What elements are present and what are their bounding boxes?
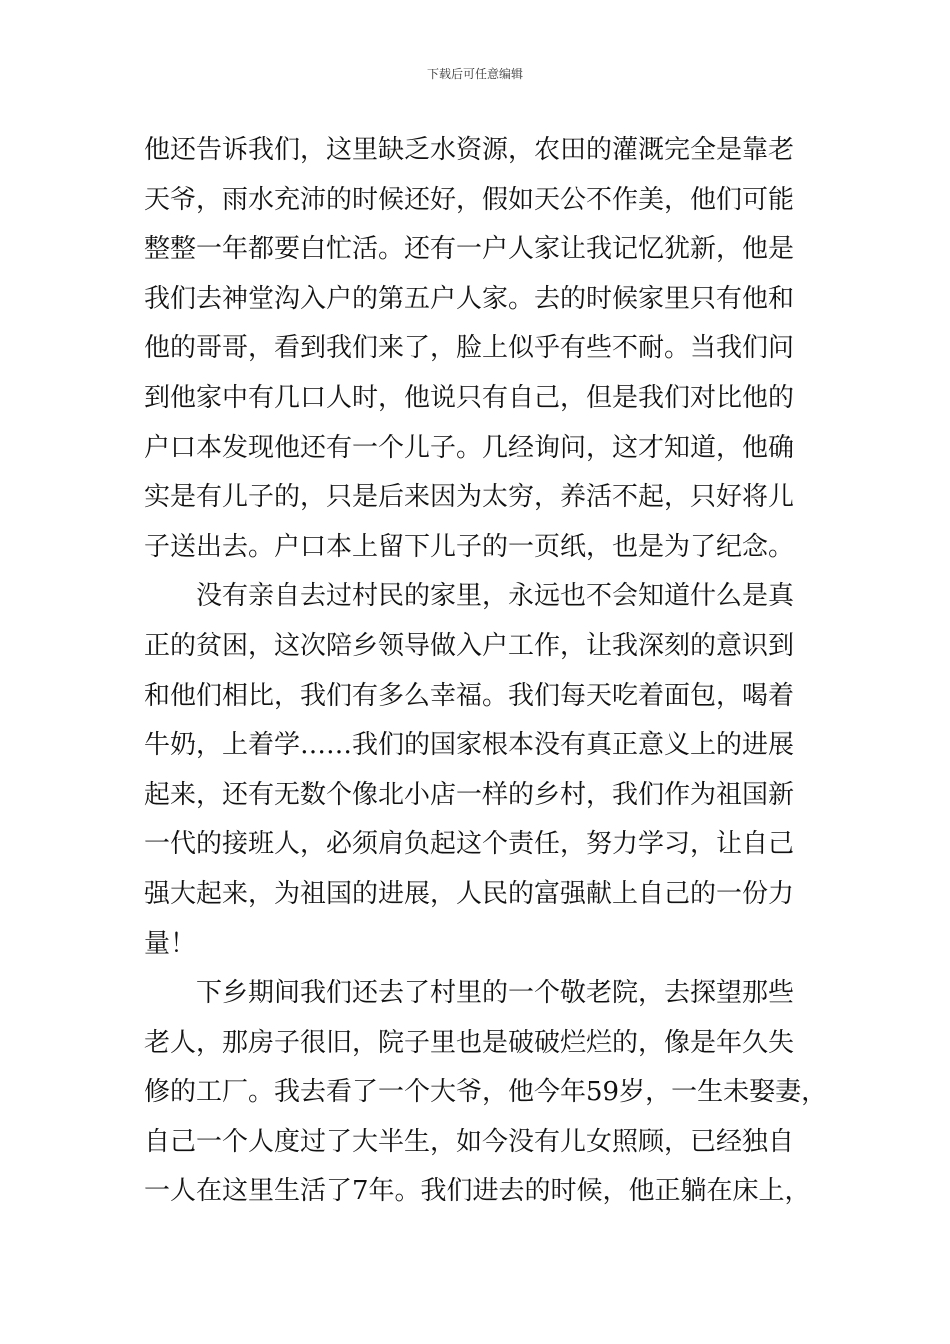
text-line: 一代的接班人，必须肩负起这个责任，努力学习，让自己	[144, 829, 795, 860]
text-line: 正的贫困，这次陪乡领导做入户工作，让我深刻的意识到	[144, 630, 795, 661]
text-line: 子送出去。户口本上留下儿子的一页纸，也是为了纪念。	[144, 531, 795, 562]
document-body	[144, 126, 828, 1217]
text-line: 天爷，雨水充沛的时候还好，假如天公不作美，他们可能	[144, 184, 795, 215]
page-header: 下载后可任意编辑	[426, 67, 523, 81]
text-line: 强大起来，为祖国的进展，人民的富强献上自己的一份力	[144, 878, 795, 909]
text-line: 一人在这里生活了7年。我们进去的时候，他正躺在床上，	[144, 1176, 811, 1207]
text-line: 户口本发现他还有一个儿子。几经询问，这才知道，他确	[144, 432, 795, 463]
text-line: 牛奶，上着学……我们的国家根本没有真正意义上的进展	[144, 730, 795, 761]
text-line: 到他家中有几口人时，他说只有自己，但是我们对比他的	[144, 382, 795, 413]
text-line: 他还告诉我们，这里缺乏水资源，农田的灌溉完全是靠老	[144, 135, 795, 165]
text-line: 实是有儿子的，只是后来因为太穷，养活不起，只好将儿	[144, 482, 795, 513]
text-line: 我们去神堂沟入户的第五户人家。去的时候家里只有他和	[144, 283, 795, 314]
text-line: 自己一个人度过了大半生，如今没有儿女照顾，已经独自	[144, 1126, 795, 1157]
text-line: 和他们相比，我们有多么幸福。我们每天吃着面包，喝着	[144, 680, 795, 711]
text-line: 起来，还有无数个像北小店一样的乡村，我们作为祖国新	[144, 779, 795, 810]
text-line: 下乡期间我们还去了村里的一个敬老院，去探望那些	[144, 978, 795, 1009]
text-line: 整整一年都要白忙活。还有一户人家让我记忆犹新，他是	[144, 234, 795, 265]
text-line: 他的哥哥，看到我们来了，脸上似乎有些不耐。当我们问	[144, 333, 795, 364]
text-line: 没有亲自去过村民的家里，永远也不会知道什么是真	[144, 581, 795, 612]
text-line: 量！	[144, 928, 197, 959]
text-line: 修的工厂。我去看了一个大爷，他今年59岁，一生未娶妻，	[144, 1077, 828, 1108]
text-line: 老人，那房子很旧，院子里也是破破烂烂的，像是年久失	[144, 1027, 795, 1058]
